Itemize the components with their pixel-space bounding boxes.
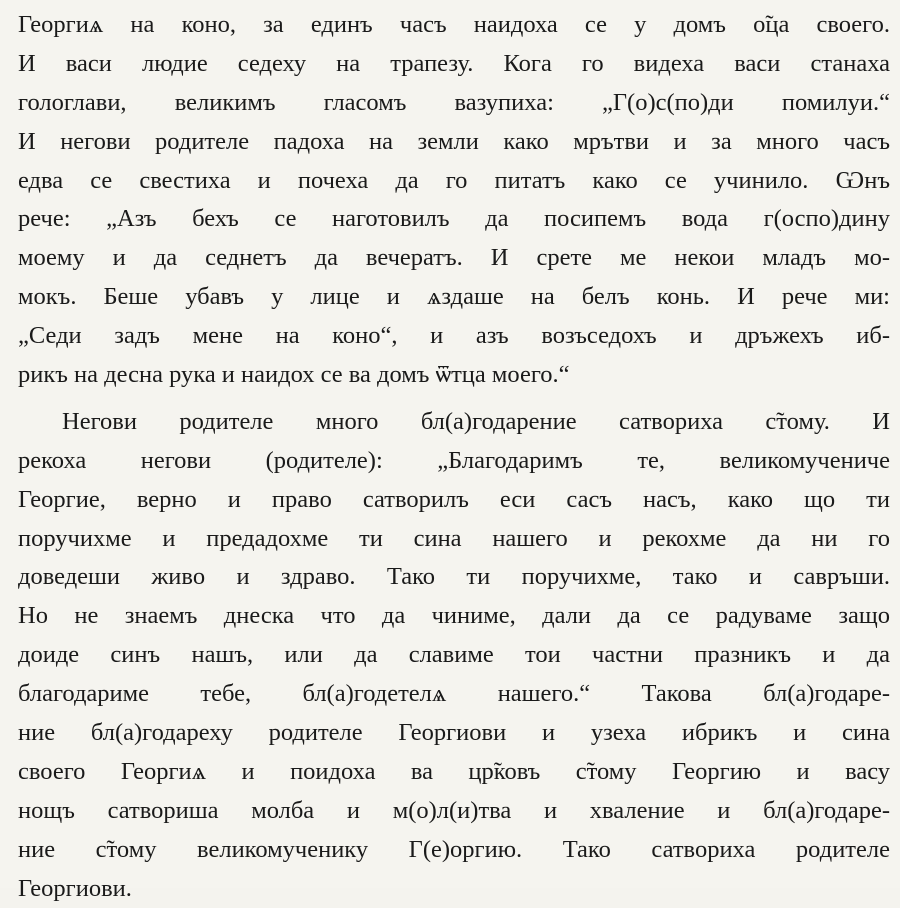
- text-line: рече: „Азъ бехъ се наготовилъ да посипемъ вода г(оспо)дину: [18, 205, 890, 233]
- text-line: гологлави, великимъ гласомъ вазупиха: „Г(о)с(по)ди помилуи.“: [18, 88, 890, 116]
- text-line: И негови родителе падоха на земли како мрътви и за много часъ: [18, 127, 890, 155]
- text-line: доведеши живо и здраво. Тако ти поручихме, тако и савръши.: [18, 563, 890, 591]
- text-line: рекоха негови (родителе): „Благодаримъ те, великомучениче: [18, 446, 890, 474]
- text-line: Георгие, верно и право сатворилъ еси сасъ насъ, како що ти: [18, 485, 890, 513]
- text-line: благодариме тебе, бл(а)годетелѧ нашего.“ Такова бл(а)годаре-: [18, 680, 890, 708]
- text-line: едва се свестиха и почеха да го питатъ како се учинило. Ѡнъ: [18, 166, 890, 194]
- text-line: ние с̃тому великомученику Г(е)оргию. Тако сатвориха родителе: [18, 835, 890, 863]
- document-text: [18, 6, 890, 908]
- text-line: И васи людие седеху на трапезу. Кога го видеха васи станаха: [18, 49, 890, 77]
- text-line: нощъ сатвориша молба и м(о)л(и)тва и хваление и бл(а)годаре-: [18, 796, 890, 824]
- text-line: поручихме и предадохме ти сина нашего и рекохме да ни го: [18, 524, 890, 552]
- text-line: мокъ. Беше убавъ у лице и ѧздаше на белъ конь. И рече ми:: [18, 283, 890, 311]
- text-line: Негови родителе много бл(а)годарение сатвориха с̃тому. И: [62, 407, 890, 435]
- text-line: моему и да седнетъ да вечератъ. И срете ме некои младъ мо-: [18, 244, 890, 272]
- paragraph-1: [18, 6, 890, 395]
- text-line: Георгиѧ на коно, за единъ часъ наидоха се у домъ о̃ца своего.: [18, 11, 890, 38]
- paragraph-2: [18, 403, 890, 908]
- text-line: своего Георгиѧ и поидоха ва цр̃ковъ с̃тому Георгию и васу: [18, 757, 890, 785]
- text-line: рикъ на десна рука и наидох се ва домъ ѿтца моего.“: [18, 361, 570, 389]
- text-line: „Седи задъ мене на коно“, и азъ возъседохъ и дръжехъ иб-: [18, 322, 890, 350]
- text-line: доиде синъ нашъ, или да славиме тои частни празникъ и да: [18, 641, 890, 669]
- text-line: Но не знаемъ днеска что да чиниме, дали да се радуваме защо: [18, 602, 890, 630]
- text-line: Георгиови.: [18, 874, 132, 902]
- paragraph-spacer: [18, 395, 890, 403]
- text-line: ние бл(а)годареху родителе Георгиови и узеха ибрикъ и сина: [18, 719, 890, 747]
